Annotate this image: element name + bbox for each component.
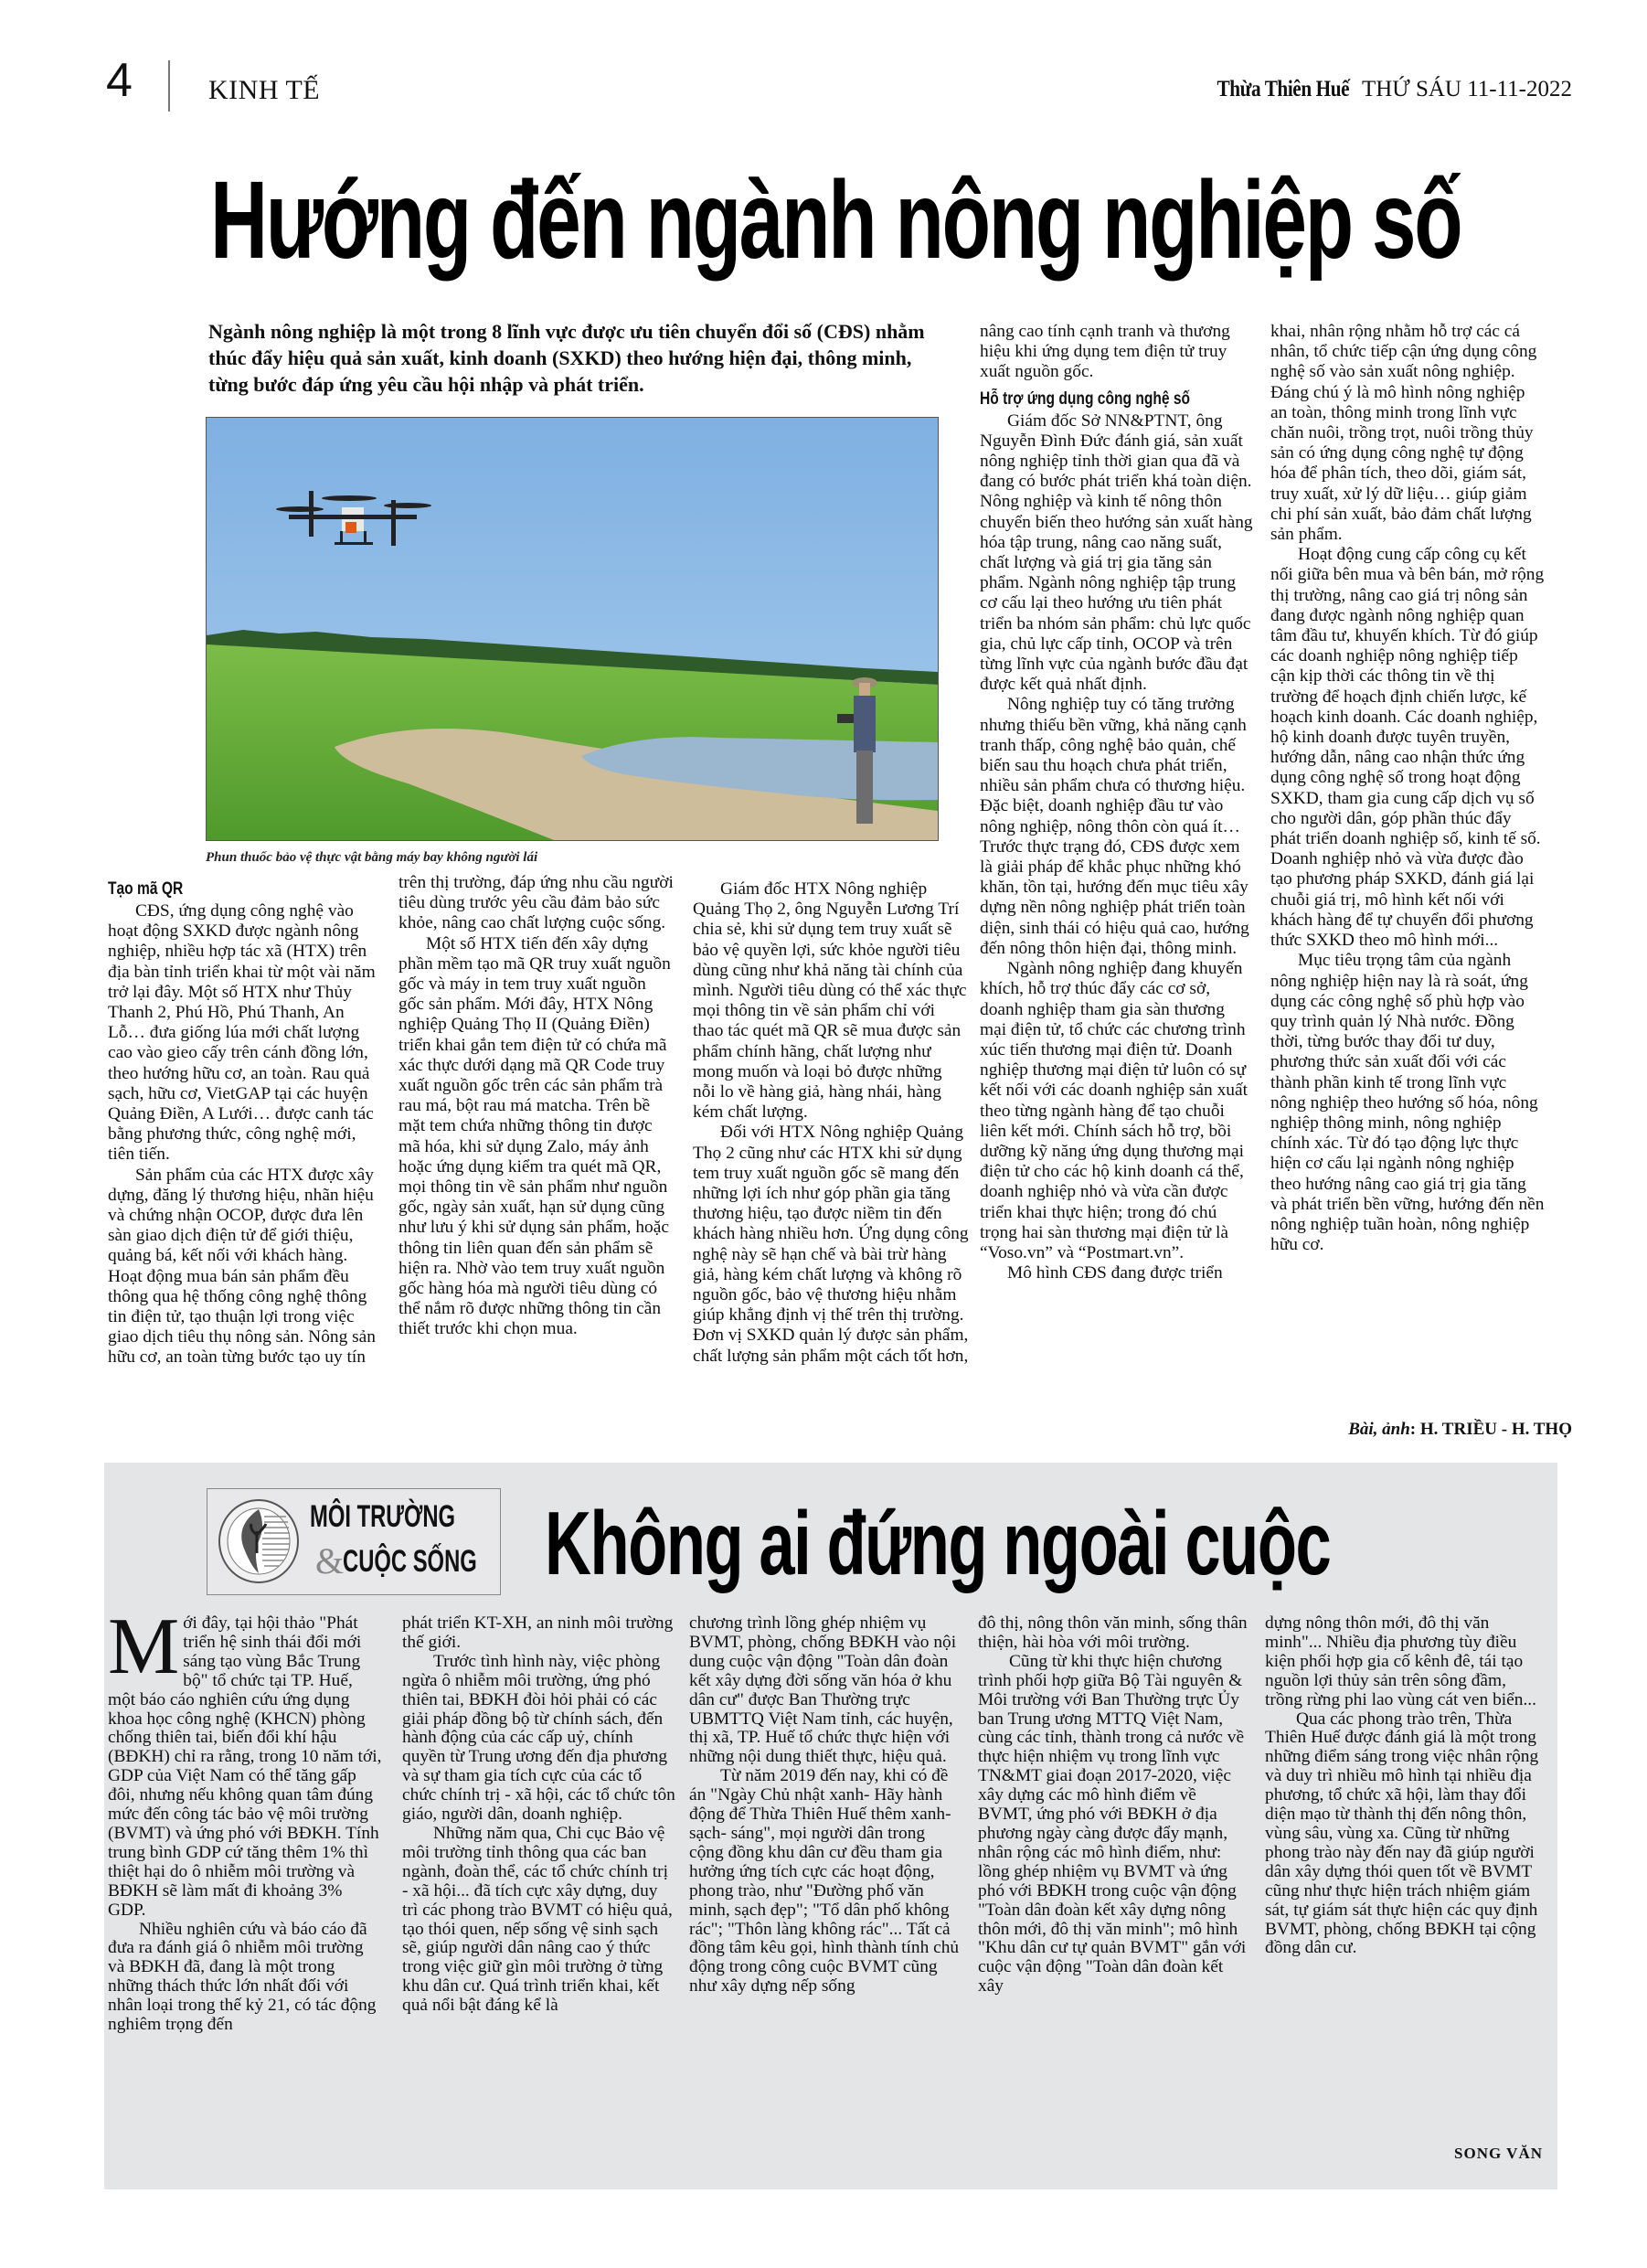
logo-line-1: MÔI TRƯỜNG: [310, 1499, 456, 1534]
paragraph: chương trình lồng ghép nhiệm vụ BVMT, phòng, chống BĐKH vào nội dung cuộc vận động "Toàn dân đoàn kết xây dựng đời sống văn hóa ở khu dân cư" được Ban Thường trực UBMTTQ Việt Nam tỉnh, các huyện, thị xã, TP. Huế tổ chức thực hiện với những nội dung thiết thực, hiệu quả.: [689, 1613, 957, 1767]
article1-byline: [1348, 1420, 1572, 1440]
paragraph: Mô hình CĐS đang được triển: [1007, 1263, 1223, 1283]
article2-column-5: [1265, 1614, 1539, 1958]
paragraph: trên thị trường, đáp ứng nhu cầu người tiêu dùng trước yêu cầu đảm bảo sức khỏe, nâng cao chất lượng cuộc sống.: [398, 873, 674, 933]
issue-date: THỨ SÁU 11-11-2022: [1361, 77, 1572, 101]
paragraph: Mới đây, tại hội thảo "Phát triển hệ sinh thái đổi mới sáng tạo vùng Bắc Trung bộ" tổ chức tại TP. Huế, một báo cáo nghiên cứu ứng dụng khoa học công nghệ (KHCN) phòng chống thiên tai, biến đổi khí hậu (BĐKH) chỉ ra rằng, trong 10 năm tới, GDP của Việt Nam có thể tăng gấp đôi, nhưng nếu không quan tâm đúng mức đến công tác bảo vệ môi trường (BVMT) và ứng phó với BĐKH. Tính trung bình GDP cứ tăng thêm 1% thì thiệt hại do ô nhiễm môi trường và BĐKH sẽ làm mất đi khoảng 3% GDP.: [108, 1603, 382, 1920]
paragraph: khai, nhân rộng nhằm hỗ trợ các cá nhân, tổ chức tiếp cận ứng dụng công nghệ số vào sản xuất nông nghiệp. Đáng chú ý là mô hình nông nghiệp an toàn, thông minh trong lĩnh vực chăn nuôi, trồng trọt, nuôi trồng thủy sản có ứng dụng công nghệ tự động hóa để phân tích, theo dõi, giám sát, truy xuất, xử lý dữ liệu… giúp giảm chi phí sản xuất, bảo đảm chất lượng sản phẩm.: [1270, 322, 1537, 545]
paragraph: Nhiều nghiên cứu và báo cáo đã đưa ra đánh giá ô nhiễm môi trường và BĐKH đã, đang là một trong những thách thức lớn nhất đối với nhân loại trong thế kỷ 21, có tác động nghiêm trọng đến: [108, 1919, 377, 2035]
paragraph: nâng cao tính cạnh tranh và thương hiệu khi ứng dụng tem điện tử truy xuất nguồn gốc.: [980, 322, 1230, 382]
logo-line-2: CUỘC SỐNG: [343, 1544, 477, 1579]
paragraph: Qua các phong trào trên, Thừa Thiên Huế được đánh giá là một trong những điểm sáng trong việc nhân rộng và duy trì nhiều mô hình tại nhiều địa phương, tổ chức xã hội, làm thay đổi diện mạo từ thành thị đến nông thôn, vùng sâu, vùng xa. Cũng từ những phong trào này đến nay đã giúp người dân xây dựng thói quen tốt về BVMT cũng như thực hiện trách nhiệm giám sát, tự giám sát thực hiện các quy định BVMT, phòng, chống BĐKH tại cộng đồng dân cư.: [1265, 1709, 1539, 1958]
article1-column-2: [398, 873, 675, 1340]
paper-name: Thừa Thiên Huế: [1217, 77, 1349, 101]
paragraph: CĐS, ứng dụng công nghệ vào hoạt động SXKD được ngành nông nghiệp, nhiều hợp tác xã (HTX) trên địa bàn tỉnh triển khai từ một vài năm trở lại đây. Một số HTX như Thủy Thanh 2, Phú Hồ, Phú Thanh, An Lỗ… đưa giống lúa mới chất lượng cao vào gieo cấy trên cánh đồng lớn, theo hướng hữu cơ, an toàn. Rau quả sạch, hữu cơ, VietGAP tại các huyện Quảng Điền, A Lưới… được canh tác bằng phương thức, công nghệ mới, tiên tiến.: [108, 901, 376, 1165]
paragraph: Từ năm 2019 đến nay, khi có đề án "Ngày Chủ nhật xanh- Hãy hành động để Thừa Thiên Huế thêm xanh- sạch- sáng", mọi người dân trong cộng đồng khu dân cư đều tham gia hưởng ứng tích cực các hoạt động, phong trào, như "Đường phố văn minh, sạch đẹp"; "Tổ dân phố không rác"; "Thôn làng không rác"... Tất cả đồng tâm kêu gọi, hình thành tính chủ động trong công cuộc BVMT cũng như xây dựng nếp sống: [689, 1766, 960, 1996]
subhead-digital-support: Hỗ trợ ứng dụng công nghệ số: [980, 389, 1191, 409]
logo-ampersand: &: [315, 1540, 345, 1581]
article2-column-1: [108, 1603, 382, 2035]
article2-byline: SONG VĂN: [1454, 2145, 1543, 2162]
section-name: KINH TẾ: [208, 75, 321, 105]
paragraph: Ngành nông nghiệp đang khuyến khích, hỗ trợ thúc đẩy các cơ sở, doanh nghiệp tham gia sàn thương mại điện tử, tổ chức các chương trình xúc tiến thương mại điện tử. Doanh nghiệp thương mại điện tử luôn có sự kết nối với các doanh nghiệp sản xuất theo từng ngành hàng để tạo chuỗi liên kết mới. Chính sách hỗ trợ, bồi dưỡng kỹ năng ứng dụng thương mại điện tử cho các hộ kinh doanh cá thể, doanh nghiệp nhỏ và vừa cần được triển khai thực hiện; trong đó chú trọng hai sàn thương mại điện tử là “Voso.vn” và “Postmart.vn”.: [980, 959, 1248, 1262]
byline-label: Bài, ảnh: [1348, 1420, 1410, 1439]
article2-column-4: [978, 1614, 1252, 1996]
tai-nguyen-moi-truong-logo-icon: [217, 1498, 301, 1585]
header-divider: [168, 60, 170, 112]
paragraph: đô thị, nông thôn văn minh, sống thân thiện, hài hòa với môi trường.: [978, 1613, 1248, 1652]
photo-caption: Phun thuốc bảo vệ thực vật bằng máy bay không người lái: [206, 850, 538, 865]
paragraph: Đối với HTX Nông nghiệp Quảng Thọ 2 cũng như các HTX khi sử dụng tem truy xuất nguồn gốc sẽ mang đến những lợi ích như góp phần gia tăng thương hiệu, tạo được niềm tin đến khách hàng nhiều hơn. Ứng dụng công nghệ này sẽ hạn chế và bài trừ hàng giả, hàng kém chất lượng và không rõ nguồn gốc, bảo vệ thương hiệu nhằm giúp khẳng định vị thế trên thị trường. Đơn vị SXKD quản lý được sản phẩm, chất lượng sản phẩm một cách tốt hơn,: [693, 1123, 969, 1366]
article-headline: Hướng đến ngành nông nghiệp số: [210, 158, 1461, 282]
page-header: [106, 53, 1572, 117]
article1-column-5: [1270, 322, 1545, 1255]
article1-column-1: [108, 873, 382, 1368]
byline-names: : H. TRIỀU - H. THỌ: [1409, 1420, 1572, 1439]
section-logo: [207, 1488, 501, 1595]
article2-column-2: [402, 1614, 676, 2016]
environment-box: [104, 1463, 1557, 2189]
paragraph: Trước tình hình này, việc phòng ngừa ô nhiễm môi trường, ứng phó thiên tai, BĐKH đòi hỏi phải có các giải pháp đồng bộ từ chính sách, đến hành động của các cấp uỷ, chính quyền từ Trung ương đến địa phương và sự tham gia tích cực của các tổ chức chính trị - xã hội, các tổ chức tôn giáo, người dân, doanh nghiệp.: [402, 1651, 675, 1825]
paragraph: Cũng từ khi thực hiện chương trình phối hợp giữa Bộ Tài nguyên & Môi trường với Ban Thường trực Ủy ban Trung ương MTTQ Việt Nam, cùng các tỉnh, thành trong cả nước về thực hiện nhiệm vụ trong lĩnh vực TN&MT giai đoạn 2017-2020, việc xây dựng các mô hình điểm về BVMT, ứng phó với BĐKH ở địa phương ngày càng được đẩy mạnh, nhân rộng các mô hình điểm, như: lồng ghép nhiệm vụ BVMT và ứng phó với BĐKH trong cuộc vận động "Toàn dân đoàn kết xây dựng nông thôn mới, đô thị văn minh"; mô hình "Khu dân cư tự quản BVMT" gắn với cuộc vận động "Toàn dân đoàn kết xây: [978, 1651, 1247, 1996]
paper-meta: [1194, 77, 1572, 102]
paragraph: dựng nông thôn mới, đô thị văn minh"... Nhiều địa phương tùy điều kiện phối hợp gia cố kênh đê, tái tạo nguồn lợi thủy sản trên sông đầm, trồng rừng phi lao vùng cát ven biển...: [1265, 1613, 1536, 1709]
article1-column-3: [693, 879, 969, 1367]
article1-column-4: [980, 322, 1254, 1283]
paragraph: Sản phẩm của các HTX được xây dựng, đăng lý thương hiệu, nhãn hiệu và chứng nhận OCOP, được đưa lên sàn giao dịch điện tử để giới thiệu, quảng bá, kết nối với khách hàng. Hoạt động mua bán sản phẩm đều thông qua hệ thống công nghệ thông tin điện tử, tạo thuận lợi trong việc giao dịch tiêu thụ nông sản. Nông sản hữu cơ, an toàn từng bước tạo uy tín: [108, 1165, 376, 1368]
photo-drone-field-icon: [207, 418, 938, 840]
page-number: 4: [106, 54, 133, 107]
paragraph: Nông nghiệp tuy có tăng trưởng nhưng thiếu bền vững, khả năng cạnh tranh thấp, công nghệ bảo quản, chế biến sau thu hoạch chưa phát triển, nhiều sản phẩm chưa có thương hiệu. Đặc biệt, doanh nghiệp đầu tư vào nông nghiệp, nông thôn còn quá ít… Trước thực trạng đó, CĐS được xem là giải pháp để khắc phục những khó khăn, tồn tại, hướng đến mục tiêu xây dựng nền nông nghiệp phát triển toàn diện, sinh thái có hiệu quả cao, hướng đến nông thôn hiện đại, thông minh.: [980, 695, 1249, 958]
paragraph: phát triển KT-XH, an ninh môi trường thế giới.: [402, 1613, 674, 1652]
paragraph: Giám đốc HTX Nông nghiệp Quảng Thọ 2, ông Nguyễn Lương Trí chia sẻ, khi sử dụng tem truy xuất sẽ bảo vệ quyền lợi, sức khỏe người tiêu dùng cũng như khả năng tài chính của mình. Người tiêu dùng có thể xác thực mọi thông tin về sản phẩm chỉ với thao tác quét mã QR sẽ mua được sản phẩm chính hãng, chất lượng như mong muốn và loại bỏ được những nỗi lo về hàng giả, hàng nhái, hàng kém chất lượng.: [693, 879, 967, 1123]
article-photo: [206, 417, 939, 841]
paragraph: Hoạt động cung cấp công cụ kết nối giữa bên mua và bên bán, mở rộng thị trường, nâng cao giá trị nông sản đang được ngành nông nghiệp quan tâm đầu tư, khuyến khích. Từ đó giúp các doanh nghiệp nông nghiệp tiếp cận kịp thời các thông tin về thị trường để hoạch định chiến lược, kế hoạch kinh doanh. Các doanh nghiệp, hộ kinh doanh được tuyên truyền, hướng dẫn, nâng cao nhận thức ứng dụng công nghệ số trong hoạt động SXKD, tham gia cung cấp dịch vụ số cho người dân, góp phần thúc đẩy phát triển doanh nghiệp số, kinh tế số. Doanh nghiệp nhỏ và vừa được đào tạo phương pháp SXKD, đánh giá lại chuỗi giá trị, mô hình kết nối với khách hàng để tự chuyển đổi phương thức SXKD theo mô hình mới...: [1270, 545, 1545, 951]
paragraph: Một số HTX tiến đến xây dựng phần mềm tạo mã QR truy xuất nguồn gốc và máy in tem truy xuất nguồn gốc sản phẩm. Mới đây, HTX Nông nghiệp Quảng Thọ II (Quảng Điền) triển khai gắn tem điện tử có chứa mã xác thực dưới dạng mã QR Code truy xuất nguồn gốc trên các sản phẩm trà rau má, bột rau má matcha. Trên bề mặt tem chứa những thông tin được mã hóa, khi sử dụng Zalo, máy ảnh hoặc ứng dụng kiểm tra quét mã QR, mọi thông tin về sản phẩm như nguồn gốc, ngày sản xuất, hạn sử dụng cũng như lưu ý khi sử dụng sản phẩm, hoặc thông tin liên quan đến sản phẩm sẽ hiện ra. Nhờ vào tem truy xuất nguồn gốc hàng hóa mà người tiêu dùng có thể nắm rõ được những thông tin cần thiết trước khi chọn mua.: [398, 933, 671, 1339]
paragraph: Giám đốc Sở NN&PTNT, ông Nguyễn Đình Đức đánh giá, sản xuất nông nghiệp tỉnh thời gian qua đã và đang có bước phát triển khá toàn diện. Nông nghiệp và kinh tế nông thôn chuyển biến theo hướng sản xuất hàng hóa tập trung, nâng cao năng suất, chất lượng và giá trị gia tăng sản phẩm. Ngành nông nghiệp tập trung cơ cấu lại theo hướng ưu tiên phát triển ba nhóm sản phẩm: chủ lực quốc gia, chủ lực cấp tỉnh, OCOP và trên từng lĩnh vực của ngành bước đầu đạt được kết quả nhất định.: [980, 410, 1253, 695]
paragraph: Những năm qua, Chi cục Bảo vệ môi trường tỉnh thông qua các ban ngành, đoàn thể, các tổ chức chính trị - xã hội... đã tích cực xây dựng, duy trì các phong trào BVMT có hiệu quả, tạo thói quen, nếp sống vệ sinh sạch sẽ, giúp người dân nâng cao ý thức trong việc giữ gìn môi trường ở từng khu dân cư. Quá trình triển khai, kết quả nổi bật đáng kể là: [402, 1823, 673, 2016]
article-lead: Ngành nông nghiệp là một trong 8 lĩnh vực được ưu tiên chuyển đổi số (CĐS) nhằm thúc đẩy hiệu quả sản xuất, kinh doanh (SXKD) theo hướng hiện đại, thông minh, từng bước đáp ứng yêu cầu hội nhập và phát triển.: [208, 320, 925, 396]
paragraph: Mục tiêu trọng tâm của ngành nông nghiệp hiện nay là rà soát, ứng dụng các công nghệ số phù hợp vào quy trình quản lý Nhà nước. Đồng thời, từng bước thay đổi tư duy, phương thức sản xuất đối với các thành phần kinh tế trong lĩnh vực nông nghiệp theo hướng số hóa, nông nghiệp thông minh, nông nghiệp chính xác. Từ đó tạo động lực thực hiện cơ cấu lại ngành nông nghiệp theo hướng nâng cao giá trị gia tăng và phát triển bền vững, hướng đến nền nông nghiệp tuần hoàn, nông nghiệp hữu cơ.: [1270, 951, 1545, 1255]
subhead-qr: Tạo mã QR: [108, 879, 184, 899]
box-headline: Không ai đứng ngoài cuộc: [545, 1493, 1331, 1593]
drop-cap: M: [108, 1603, 180, 1691]
article2-column-3: [689, 1614, 963, 1996]
